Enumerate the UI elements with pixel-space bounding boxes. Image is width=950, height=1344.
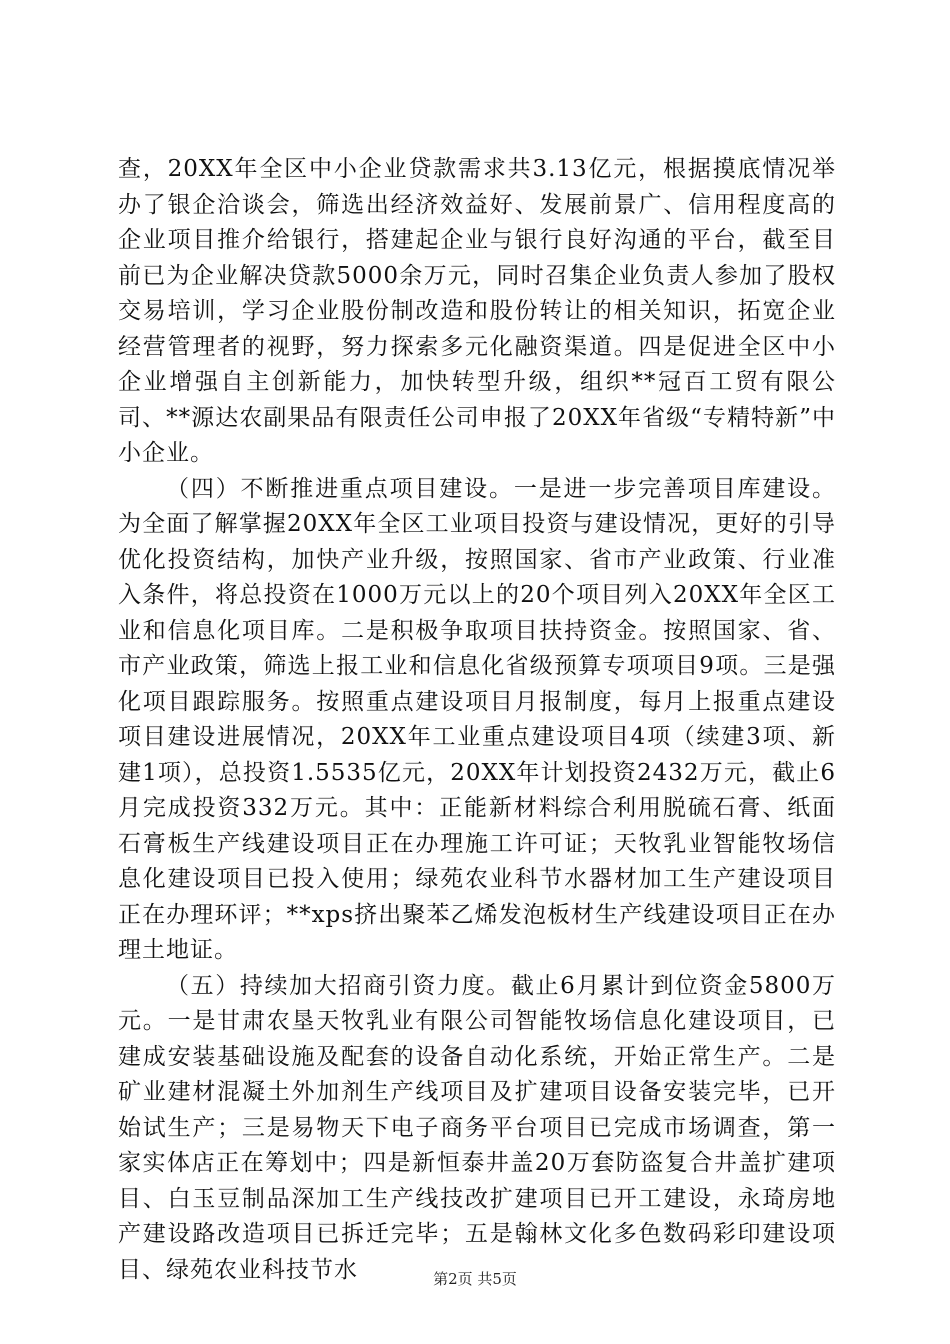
paragraph-section-four: （四）不断推进重点项目建设。一是进一步完善项目库建设。为全面了解掌握20XX年全区工业项目投资与建设情况，更好的引导优化投资结构，加快产业升级，按照国家、省市产业政策、行业准入条件，将总投资在1000万元以上的20个项目列入20XX年全区工业和信息化项目库。二是积极争取项目扶持资金。按照国家、省、市产业政策，筛选上报工业和信息化省级预算专项项目9项。三是强化项目跟踪服务。按照重点建设项目月报制度，每月上报重点建设项目建设进展情况，20XX年工业重点建设项目4项（续建3项、新建1项），总投资1.5535亿元，20XX年计划投资2432万元，截止6月完成投资332万元。其中：正能新材料综合利用脱硫石膏、纸面石膏板生产线建设项目正在办理施工许可证；天牧乳业智能牧场信息化建设项目已投入使用；绿苑农业科节水器材加工生产建设项目正在办理环评；**xps挤出聚苯乙烯发泡板材生产线建设项目正在办理土地证。 bbox=[118, 475, 836, 963]
page-number: 第2页 共5页 bbox=[433, 1270, 517, 1288]
paragraph-continuation: 查，20XX年全区中小企业贷款需求共3.13亿元，根据摸底情况举办了银企洽谈会，筛选出经济效益好、发展前景广、信用程度高的企业项目推介给银行，搭建起企业与银行良好沟通的平台，截至目前已为企业解决贷款5000余万元，同时召集企业负责人参加了股权交易培训，学习企业股份制改造和股份转让的相关知识，拓宽企业经营管理者的视野，努力探索多元化融资渠道。四是促进全区中小企业增强自主创新能力，加快转型升级，组织**冠百工贸有限公司、**源达农副果品有限责任公司申报了20XX年省级“专精特新”中小企业。 bbox=[118, 156, 836, 466]
paragraph-section-five: （五）持续加大招商引资力度。截止6月累计到位资金5800万元。一是甘肃农垦天牧乳业有限公司智能牧场信息化建设项目，已建成安装基础设施及配套的设备自动化系统，开始正常生产。二是矿业建材混凝土外加剂生产线项目及扩建项目设备安装完毕，已开始试生产；三是易物天下电子商务平台项目已完成市场调查，第一家实体店正在筹划中；四是新恒泰井盖20万套防盗复合井盖扩建项目、白玉豆制品深加工生产线技改扩建项目已开工建设，永琦房地产建设路改造项目已拆迁完毕；五是翰林文化多色数码彩印建设项目、绿苑农业科技节水 bbox=[118, 972, 836, 1283]
document-body bbox=[118, 152, 836, 1288]
page-footer bbox=[0, 1268, 950, 1289]
